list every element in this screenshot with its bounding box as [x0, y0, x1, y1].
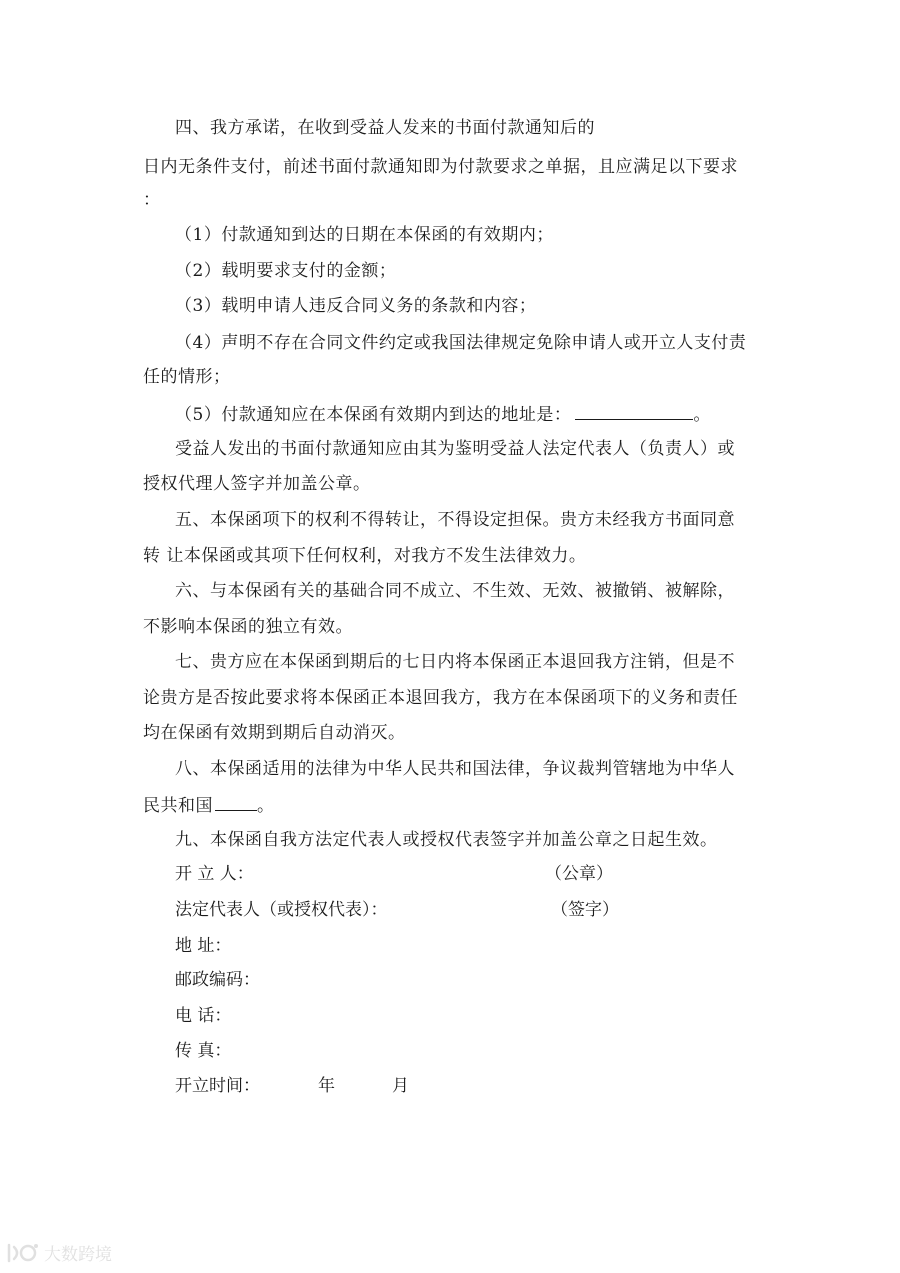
- postal-code-label: 邮政编码：: [175, 970, 260, 990]
- item-3: （3）载明申请人违反合同义务的条款和内容；: [175, 296, 537, 316]
- legal-rep-label: 法定代表人（或授权代表）：: [175, 900, 388, 920]
- clause5-line2: 转 让本保函或其项下任何权利，对我方不发生法律效力。: [143, 546, 587, 566]
- clause8-line2-prefix: 民共和国: [143, 796, 213, 816]
- watermark-text: 大数跨境: [44, 1245, 112, 1265]
- issue-date-label: 开立时间：: [175, 1076, 260, 1096]
- item-4-line2: 任的情形；: [143, 367, 231, 387]
- item-1: （1）付款通知到达的日期在本保函的有效期内；: [175, 225, 554, 245]
- clause4-line2: 日内无条件支付，前述书面付款通知即为付款要求之单据，且应满足以下要求: [143, 157, 738, 177]
- clause7-line2: 论贵方是否按此要求将本保函正本退回我方，我方在本保函项下的义务和责任: [143, 688, 738, 708]
- signature-label: （签字）: [551, 900, 619, 920]
- fax-label: 传 真：: [175, 1041, 232, 1061]
- issuer-label: 开 立 人：: [175, 864, 254, 884]
- item-2: （2）载明要求支付的金额；: [175, 261, 397, 281]
- phone-label: 电 话：: [175, 1006, 232, 1026]
- month-label: 月: [392, 1076, 409, 1096]
- brand-logo-icon: [6, 1241, 40, 1265]
- clause6-line1: 六、与本保函有关的基础合同不成立、不生效、无效、被撤销、被解除，: [175, 581, 735, 601]
- beneficiary-line1: 受益人发出的书面付款通知应由其为鉴明受益人法定代表人（负责人）或: [175, 439, 735, 459]
- address-blank: [575, 401, 693, 420]
- item-5: [175, 401, 711, 427]
- item-5-prefix: （5）付款通知应在本保函有效期内到达的地址是：: [175, 405, 572, 425]
- address-label: 地 址：: [175, 936, 232, 956]
- clause8-line2: [143, 792, 275, 818]
- clause8-line1: 八、本保函适用的法律为中华人民共和国法律，争议裁判管辖地为中华人: [175, 759, 735, 779]
- clause8-line2-suffix: 。: [257, 796, 275, 816]
- watermark: [6, 1240, 112, 1265]
- clause9: 九、本保函自我方法定代表人或授权代表签字并加盖公章之日起生效。: [175, 830, 718, 850]
- clause7-line1: 七、贵方应在本保函到期后的七日内将本保函正本退回我方注销，但是不: [175, 652, 735, 672]
- clause4-line1: 四、我方承诺，在收到受益人发来的书面付款通知后的: [175, 118, 595, 138]
- clause7-line3: 均在保函有效期到期后自动消灭。: [143, 723, 406, 743]
- clause6-line2: 不影响本保函的独立有效。: [143, 617, 353, 637]
- seal-label: （公章）: [545, 864, 613, 884]
- item-5-suffix: 。: [693, 405, 711, 425]
- year-label: 年: [318, 1076, 335, 1096]
- clause4-line3: ：: [143, 190, 161, 210]
- clause5-line1: 五、本保函项下的权利不得转让，不得设定担保。贵方未经我方书面同意: [175, 510, 735, 530]
- beneficiary-line2: 授权代理人签字并加盖公章。: [143, 474, 371, 494]
- country-blank: [215, 792, 257, 811]
- item-4-line1: （4）声明不存在合同文件约定或我国法律规定免除申请人或开立人支付责: [175, 333, 747, 353]
